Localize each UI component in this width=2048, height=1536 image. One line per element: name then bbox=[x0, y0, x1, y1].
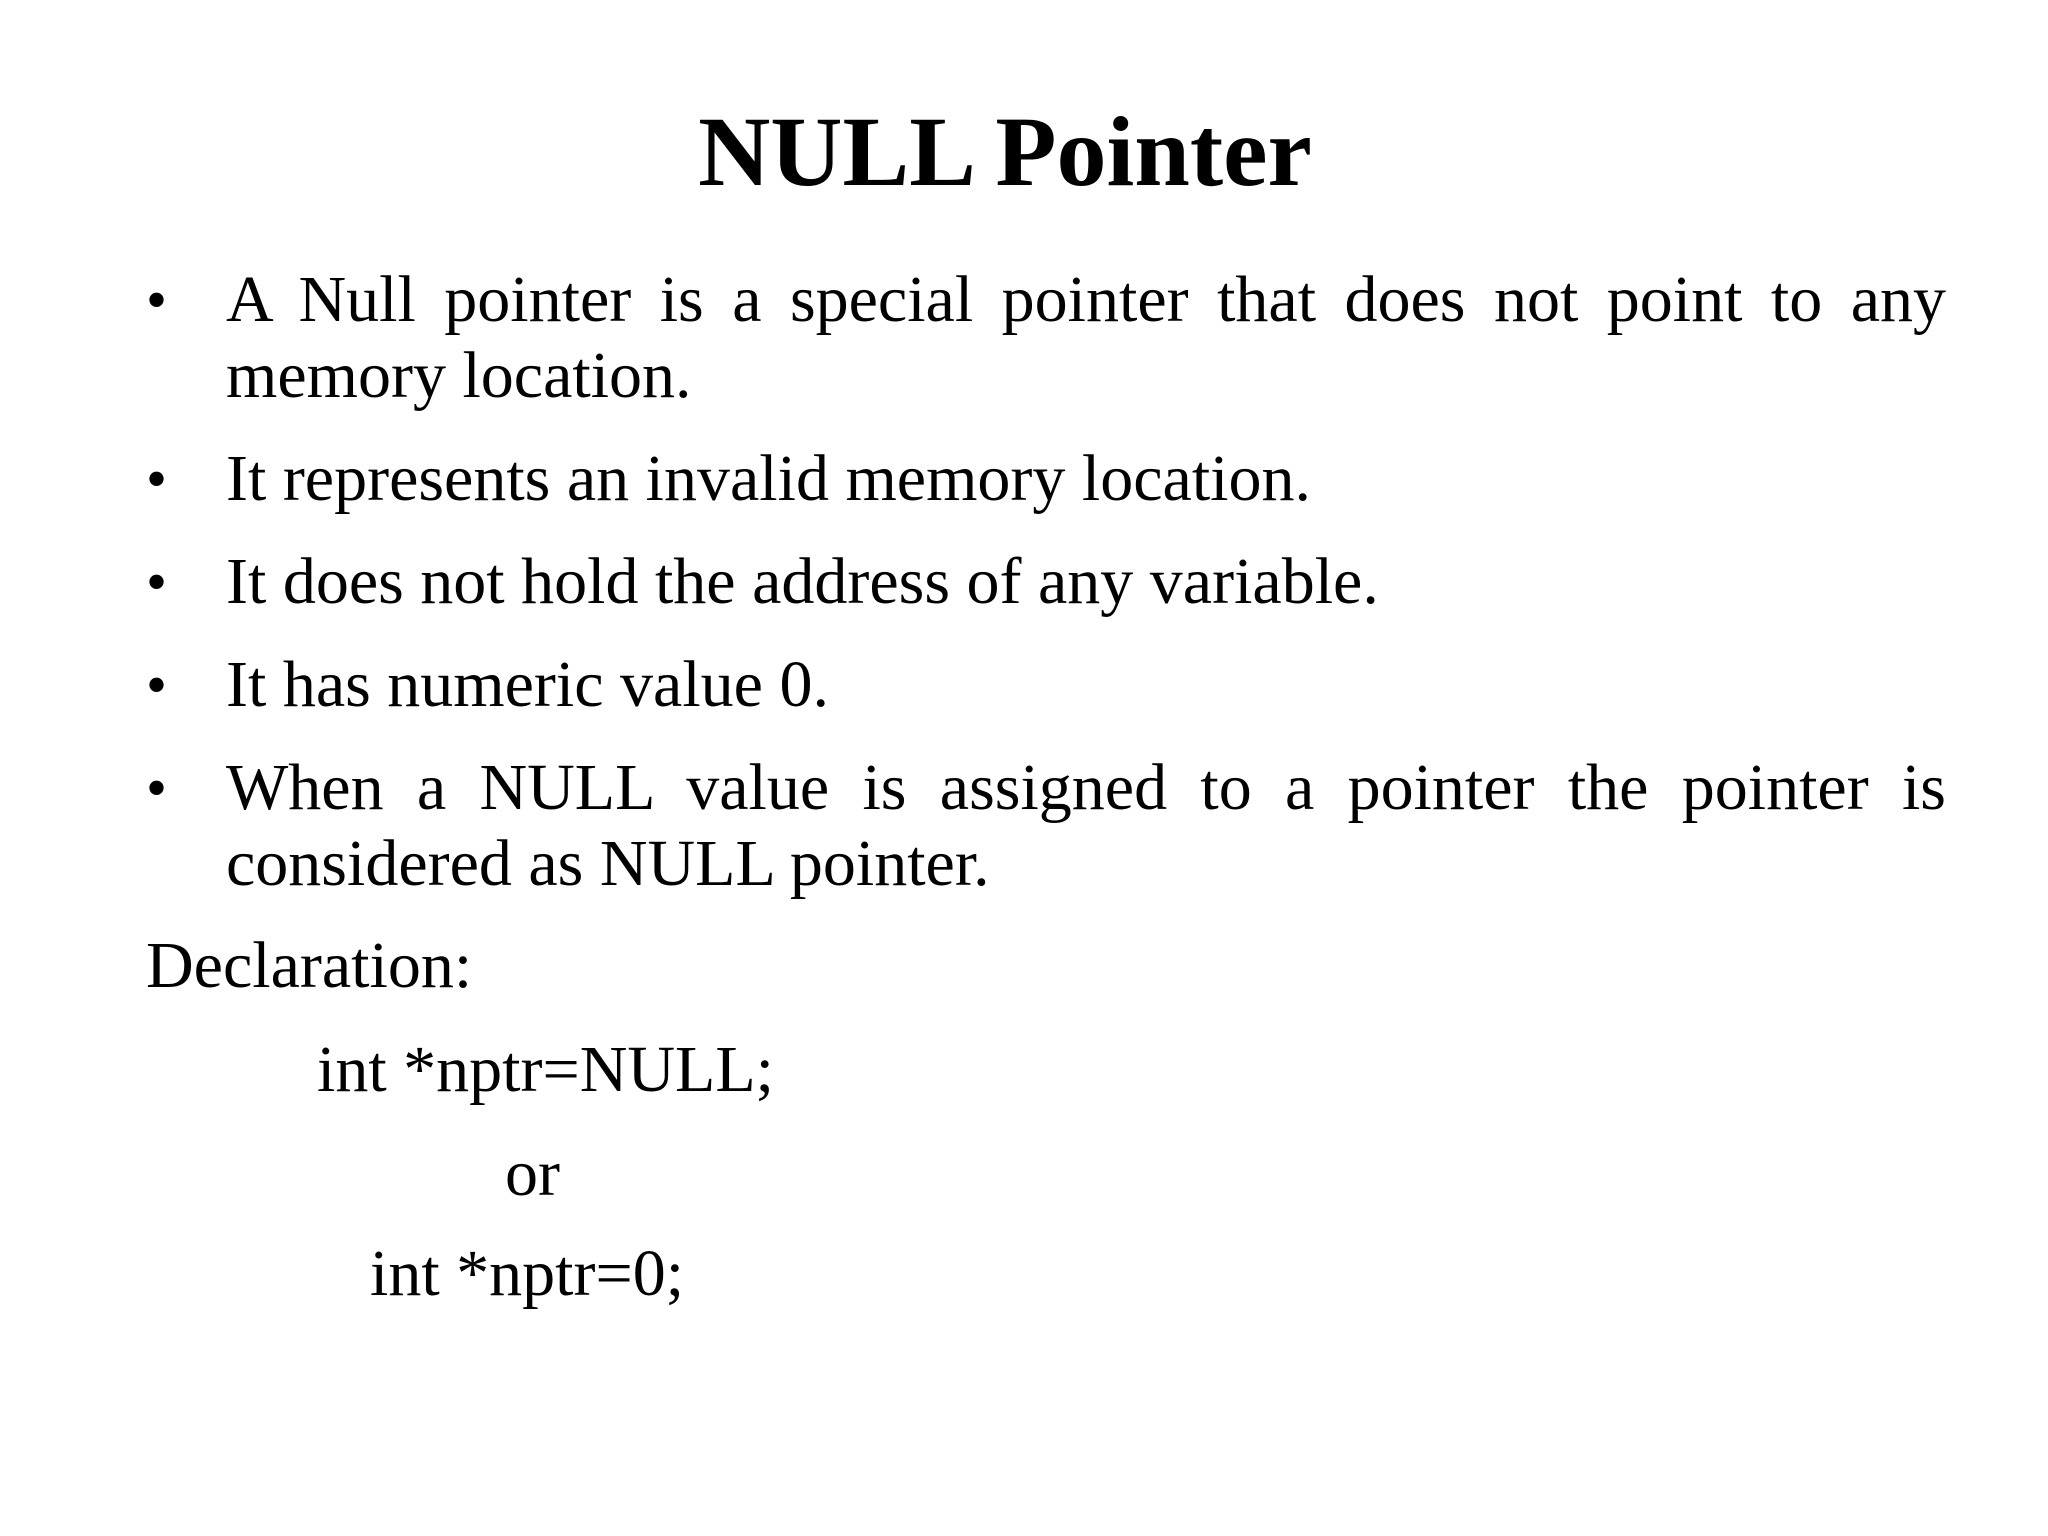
bullet-list bbox=[146, 262, 1946, 929]
bullet-text: A Null pointer is a special pointer that does not point to any memory location. bbox=[226, 263, 1946, 412]
bullet-icon: • bbox=[146, 446, 168, 512]
code-line-zero: int *nptr=0; bbox=[370, 1237, 685, 1310]
declaration-label: Declaration: bbox=[146, 929, 473, 1002]
code-line-null: int *nptr=NULL; bbox=[317, 1033, 775, 1106]
bullet-text: It represents an invalid memory location. bbox=[226, 442, 1312, 515]
bullet-text: It does not hold the address of any variable. bbox=[226, 545, 1379, 618]
bullet-item bbox=[146, 544, 1946, 620]
bullet-text: It has numeric value 0. bbox=[226, 648, 829, 721]
bullet-icon: • bbox=[146, 549, 168, 615]
bullet-icon: • bbox=[146, 755, 168, 821]
bullet-icon: • bbox=[146, 652, 168, 718]
bullet-item bbox=[146, 262, 1946, 414]
code-or-separator: or bbox=[505, 1137, 560, 1210]
bullet-item bbox=[146, 750, 1946, 902]
bullet-text: When a NULL value is assigned to a pointer the pointer is considered as NULL pointer. bbox=[226, 751, 1946, 900]
slide-title: NULL Pointer bbox=[698, 96, 1312, 207]
bullet-item bbox=[146, 441, 1946, 517]
bullet-icon: • bbox=[146, 267, 168, 333]
bullet-item bbox=[146, 647, 1946, 723]
